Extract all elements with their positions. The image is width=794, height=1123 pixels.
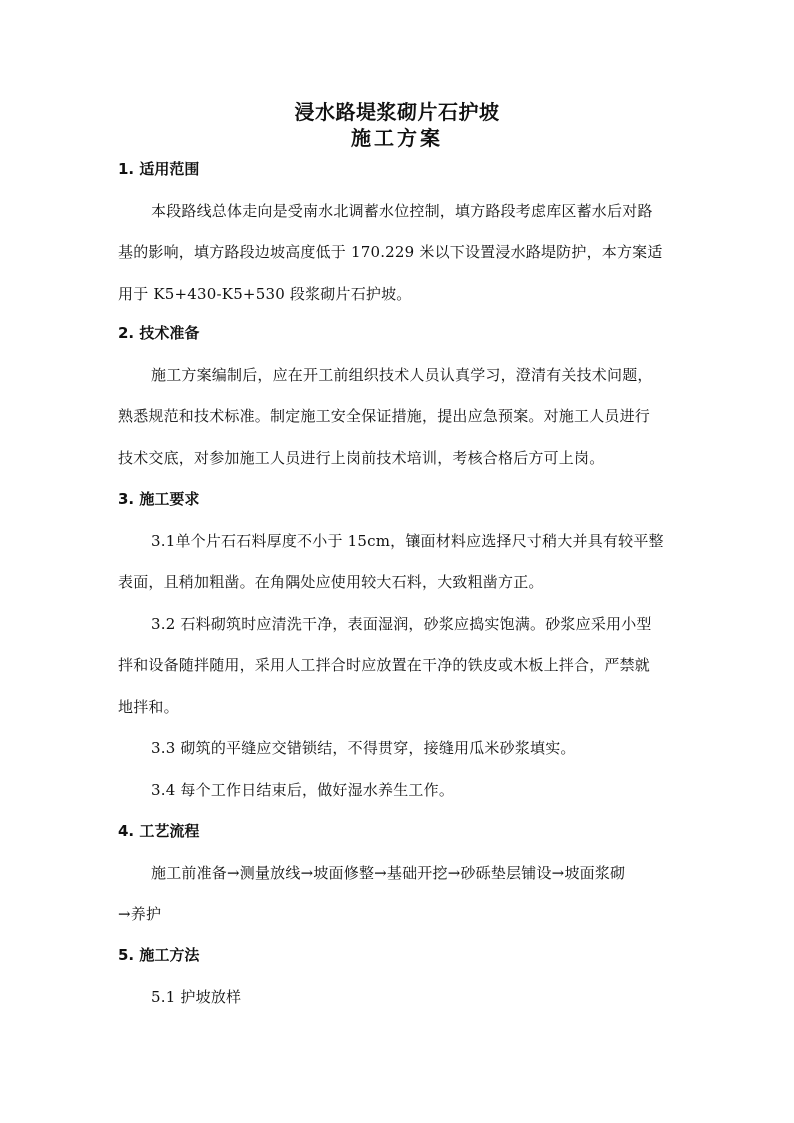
paragraph-line: 用于 K5+430-K5+530 段浆砌片石护坡。 [118, 285, 412, 303]
paragraph-line: 3.4 每个工作日结束后，做好湿水养生工作。 [151, 781, 455, 799]
paragraph-line: 施工前准备→测量放线→坡面修整→基础开挖→砂砾垫层铺设→坡面浆砌 [151, 864, 626, 882]
paragraph-line: 技术交底，对参加施工人员进行上岗前技术培训，考核合格后方可上岗。 [118, 449, 605, 467]
paragraph-line: 5.1 护坡放样 [151, 988, 242, 1006]
section-heading-1: 1. 适用范围 [118, 160, 200, 178]
section-heading-4: 4. 工艺流程 [118, 822, 200, 840]
section-heading-3: 3. 施工要求 [118, 490, 200, 508]
paragraph-line: 基的影响，填方路段边坡高度低于 170.229 米以下设置浸水路堤防护，本方案适 [118, 243, 663, 261]
section-heading-5: 5. 施工方法 [118, 946, 200, 964]
document-title: 浸水路堤浆砌片石护坡 [294, 100, 500, 124]
paragraph-line: 施工方案编制后，应在开工前组织技术人员认真学习，澄清有关技术问题， [151, 366, 653, 384]
paragraph-line: 拌和设备随拌随用，采用人工拌合时应放置在干净的铁皮或木板上拌合，严禁就 [118, 656, 651, 674]
paragraph-line: 3.3 砌筑的平缝应交错锁结，不得贯穿，接缝用瓜米砂浆填实。 [151, 739, 576, 757]
paragraph-line: 表面，且稍加粗凿。在角隅处应使用较大石料，大致粗凿方正。 [118, 573, 544, 591]
paragraph-line: →养护 [118, 905, 162, 923]
section-heading-2: 2. 技术准备 [118, 324, 200, 342]
paragraph-line: 3.2 石料砌筑时应清洗干净，表面湿润，砂浆应捣实饱满。砂浆应采用小型 [151, 615, 652, 633]
paragraph-line: 熟悉规范和技术标准。制定施工安全保证措施，提出应急预案。对施工人员进行 [118, 407, 651, 425]
paragraph-line: 3.1单个片石石料厚度不小于 15cm，镶面材料应选择尺寸稍大并具有较平整 [151, 532, 664, 550]
document-subtitle: 施工方案 [351, 126, 443, 150]
paragraph-line: 地拌和。 [118, 698, 179, 716]
paragraph-line: 本段路线总体走向是受南水北调蓄水位控制，填方路段考虑库区蓄水后对路 [151, 202, 653, 220]
